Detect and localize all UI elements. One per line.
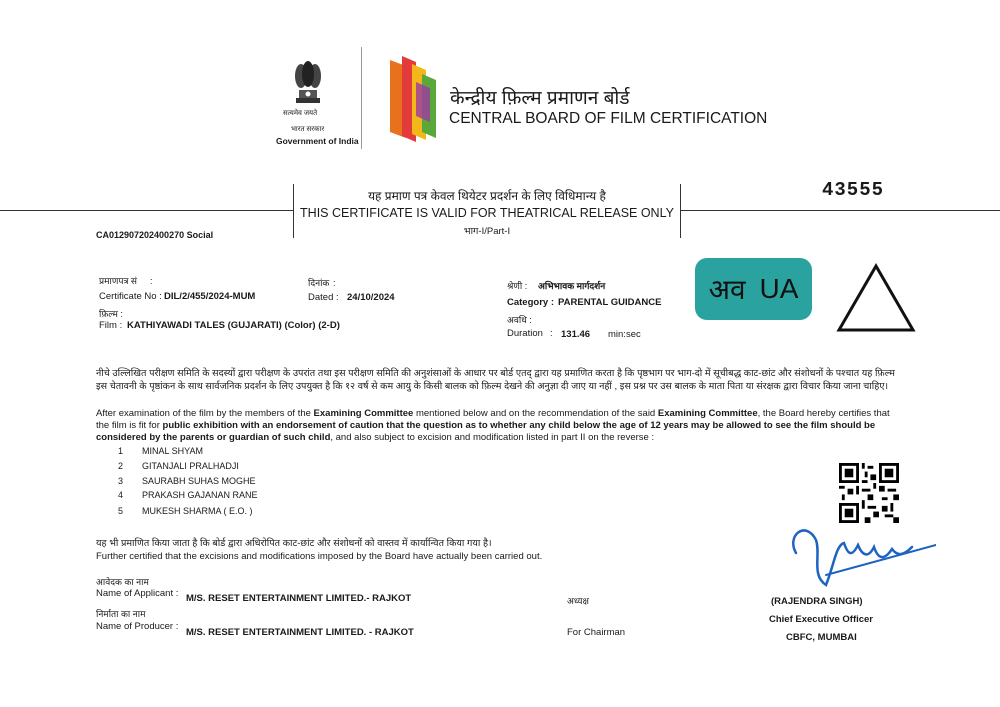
triangle-symbol <box>835 262 917 334</box>
category-value: PARENTAL GUIDANCE <box>558 297 662 308</box>
member-name: MUKESH SHARMA ( E.O. ) <box>142 506 253 516</box>
left-rule <box>0 210 293 211</box>
banner-hindi: यह प्रमाण पत्र केवल थियेटर प्रदर्शन के लिए विधिमान्य है <box>368 189 606 203</box>
category-hindi-label: श्रेणी : <box>507 281 528 291</box>
validity-banner <box>293 184 681 238</box>
producer-hindi: निर्माता का नाम <box>96 609 146 619</box>
applicant-label: Name of Applicant : <box>96 588 179 599</box>
chair-english: For Chairman <box>567 627 626 638</box>
signature <box>786 515 936 595</box>
reference-code: CA012907202400270 Social <box>96 230 214 240</box>
para-seg-4: Examining Committee <box>657 408 758 419</box>
signatory-name: (RAJENDRA SINGH) <box>771 596 863 607</box>
film-hindi: फ़िल्म : <box>99 309 123 319</box>
member-name: PRAKASH GAJANAN RANE <box>142 490 258 500</box>
further-english: Further certified that the excisions and modifications imposed by the Board have actually been carried out. <box>96 551 543 562</box>
duration-value: 131.46 <box>561 329 591 340</box>
para-seg-1: After examination of the film by the members of the <box>96 408 311 419</box>
duration-unit: min:sec <box>608 329 641 340</box>
member-name: SAURABH SUHAS MOGHE <box>142 476 256 486</box>
cert-no-hindi: प्रमाणपत्र सं <box>99 276 138 286</box>
cert-no-label: Certificate No : <box>99 291 162 302</box>
duration-hindi: अवधि : <box>507 315 532 325</box>
qr-code <box>839 463 899 523</box>
rating-hindi: अव <box>708 274 746 305</box>
member-name: MINAL SHYAM <box>142 446 204 456</box>
banner-part: भाग-I/Part-I <box>463 226 511 237</box>
cert-no-value: DIL/2/455/2024-MUM <box>164 291 256 302</box>
right-rule <box>680 210 1000 211</box>
board-name-hindi: केन्द्रीय फ़िल्म प्रमाणन बोर्ड <box>450 88 630 109</box>
para-seg-7: , and also subject to excision and modification listed in part II on the reverse : <box>330 432 655 443</box>
producer-value: M/S. RESET ENTERTAINMENT LIMITED. - RAJKOT <box>186 627 414 638</box>
board-name-english: CENTRAL BOARD OF FILM CERTIFICATION <box>449 110 768 127</box>
para-seg-3: mentioned below and on the recommendation of the said <box>415 408 656 419</box>
certification-text-hindi: नीचे उल्लिखित परीक्षण समिति के सदस्यों द्वारा परीक्षण के उपरांत तथा इस परीक्षण समिति की अनुशंसाओं के आधार पर बोर्ड एतद् द्वारा यह प्रमाणित करता है कि पृष्ठभाग पर भाग-दो में सूचीबद्ध काट-छांट और संशोधनों के पश्चात यह फ़िल्म इस चेतावनी के पृष्ठांकन के साथ सार्वजनिक प्रदर्शन के लिए उपयुक्त है कि १२ वर्ष से कम आयु के किसी बालक को फ़िल्म देखने की अनुज्ञा दी जाए या नहीं , इस प्रश्न पर उस बालक के माता पिता या संरक्षक द्वारा विचार किया जाना चाहिए। <box>96 368 895 392</box>
rating-badge <box>695 258 812 320</box>
serial-number: 43555 <box>822 179 885 201</box>
cert-no-hindi-colon: : <box>150 276 153 286</box>
cbfc-logo <box>386 52 442 144</box>
film-label: Film : <box>99 320 123 331</box>
member-num: 2 <box>118 461 124 471</box>
dated-value: 24/10/2024 <box>347 292 395 303</box>
member-num: 3 <box>118 476 124 486</box>
duration-label: Duration <box>507 328 543 339</box>
para-seg-2: Examining Committee <box>313 408 414 419</box>
member-num: 5 <box>118 506 124 516</box>
dated-label: Dated : <box>308 292 339 303</box>
certification-text-english <box>96 408 896 444</box>
para-seg-5: , the Board hereby certifies that the film is fit for <box>96 408 890 431</box>
dated-hindi: दिनांक <box>308 278 330 288</box>
category-hindi-value: अभिभावक मार्गदर्शन <box>538 281 606 291</box>
applicant-value: M/S. RESET ENTERTAINMENT LIMITED.- RAJKOT <box>186 593 412 604</box>
govt-hindi: भारत सरकार <box>291 126 325 133</box>
applicant-hindi: आवेदक का नाम <box>96 577 149 587</box>
header-divider <box>361 47 362 149</box>
member-num: 4 <box>118 490 124 500</box>
signatory-office: CBFC, MUMBAI <box>786 632 857 643</box>
category-label: Category : <box>507 297 554 308</box>
national-emblem <box>290 58 326 110</box>
signatory-title: Chief Executive Officer <box>769 614 874 625</box>
member-name: GITANJALI PRALHADJI <box>142 461 239 471</box>
member-num: 1 <box>118 446 124 456</box>
producer-label: Name of Producer : <box>96 621 179 632</box>
emblem-motto: सत्यमेव जयते <box>283 110 318 117</box>
banner-english: THIS CERTIFICATE IS VALID FOR THEATRICAL RELEASE ONLY <box>300 206 674 220</box>
dated-hindi-colon: : <box>333 278 336 288</box>
govt-english: Government of India <box>276 136 359 146</box>
rating-code: UA <box>759 273 799 304</box>
film-value: KATHIYAWADI TALES (GUJARATI) (Color) (2-D) <box>127 320 340 331</box>
chair-hindi: अध्यक्ष <box>567 596 589 606</box>
further-hindi: यह भी प्रमाणित किया जाता है कि बोर्ड द्वारा अधिरोपित काट-छांट और संशोधनों को वास्तव में कार्यान्वित किया गया है। <box>96 538 492 549</box>
duration-colon: : <box>550 328 553 339</box>
para-seg-6: public exhibition with an endorsement of caution that the question as to whether any child below the age of 12 years may be allowed to see the film should be considered by the parents or guardian of such child <box>96 420 876 443</box>
